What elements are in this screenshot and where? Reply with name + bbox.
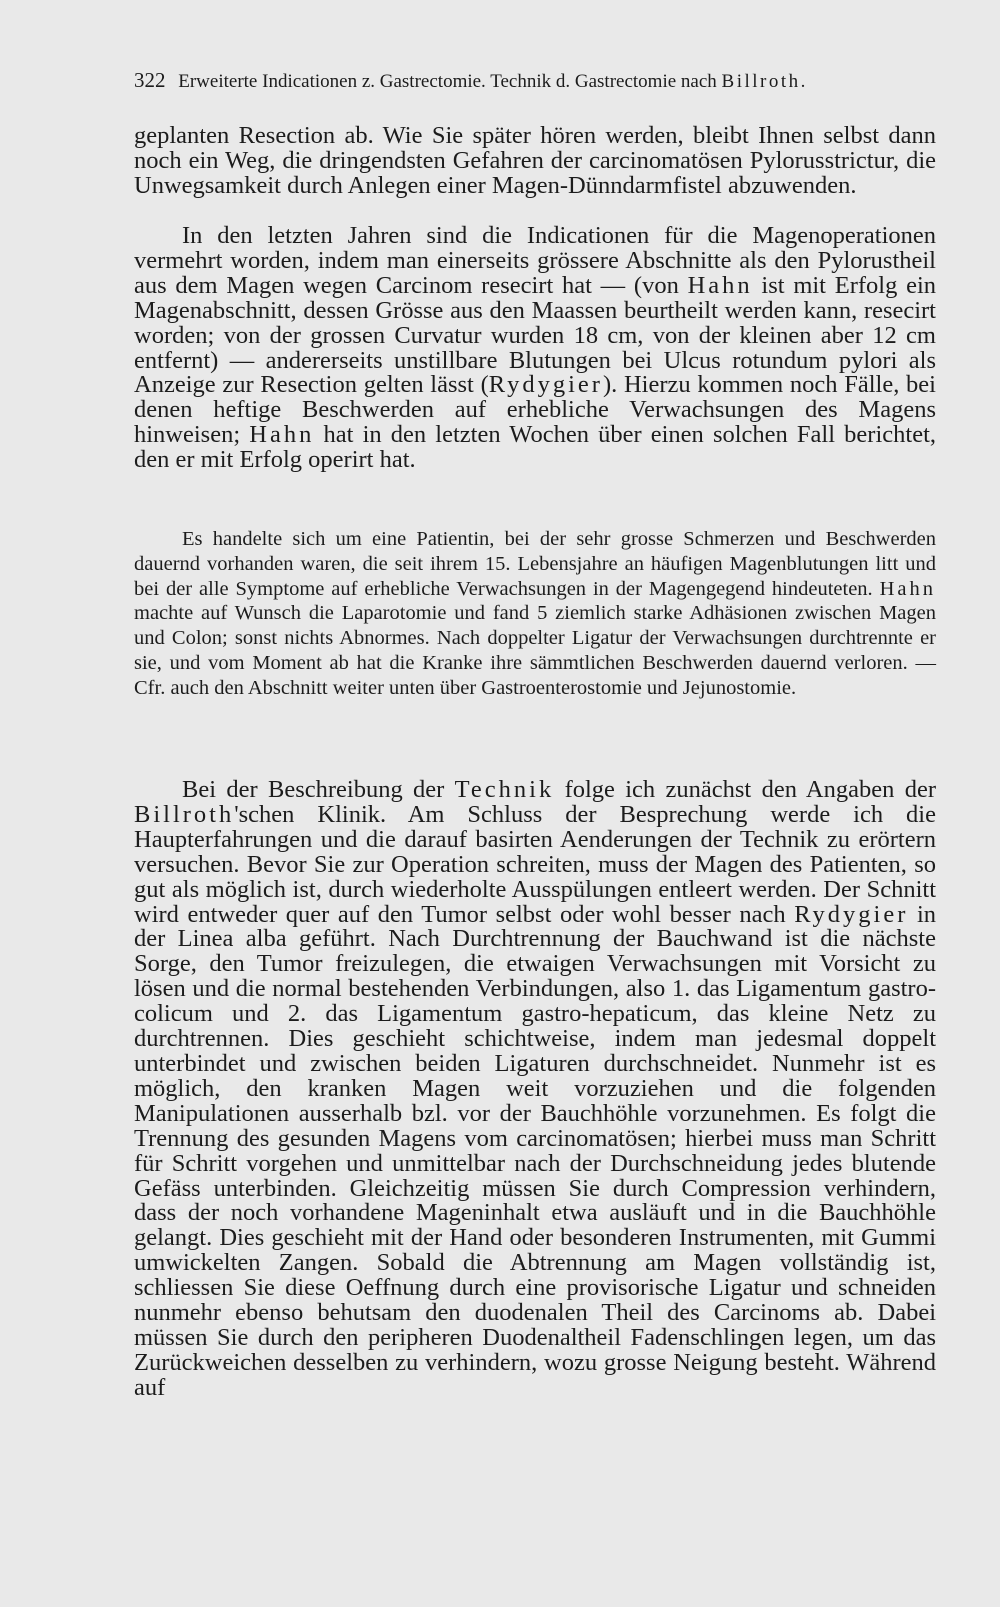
- p3-text-2: machte auf Wunsch die Laparotomie und fand 5 ziemlich starke Adhäsionen zwischen Magen und Colon; sonst nichts Abnormes. Nach doppelter Ligatur der Verwachsungen durchtrennte er sie, und vom Moment ab hat die Kranke ihre sämmtlichen Beschwerden dauernd verloren. — Cfr. auch den Abschnitt weiter unten über Gastroenterostomie und Jejunostomie.: [134, 602, 936, 699]
- p2-text-4: hat in den letzten Wochen über einen solchen Fall berichtet, den er mit Erfolg operirt hat.: [134, 421, 936, 474]
- p2-name-rydygier: Rydygier: [488, 371, 603, 399]
- p2-text-2: ist mit Erfolg ein Magenabschnitt, dessen Grösse aus den Maassen beurtheilt werden kann, resecirt worden; von der grossen Curvatur wurden 18 cm, von der kleinen aber 12 cm entfernt) — andererseits unstillbare Blutungen bei Ulcus rotundum pylori als Anzeige zur Resection gelten lässt (: [134, 271, 937, 399]
- paragraph-3-case-note: [134, 527, 936, 701]
- paragraph-4: [134, 778, 936, 1401]
- p4-text-3: 'schen Klinik. Am Schluss der Besprechung werde ich die Haupterfahrungen und die darauf basirten Aenderungen der Technik zu erörtern versuchen. Bevor Sie zur Operation schreiten, muss der Magen des Patienten, so gut als möglich ist, durch wiederholte Ausspülungen entleert werden. Der Schnitt wird entweder quer auf den Tumor selbst oder wohl besser nach: [134, 800, 936, 928]
- paragraph-2: [134, 224, 936, 473]
- page-number: 322: [134, 68, 166, 92]
- paragraph-1: geplanten Resection ab. Wie Sie später hören werden, bleibt Ihnen selbst dann noch ein Weg, die dringendsten Gefahren der carcinomatösen Pylorusstrictur, die Unwegsamkeit durch Anlegen einer Magen-Dünndarmfistel abzuwenden.: [134, 122, 936, 199]
- p4-text-2: folge ich zunächst den Angaben der: [554, 776, 937, 803]
- p4-text-4: in der Linea alba geführt. Nach Durchtrennung der Bauchwand ist die nächste Sorge, den Tumor freizulegen, die etwaigen Verwachsungen mit Vorsicht zu lösen und die normal bestehenden Verbindungen, also 1. das Ligamentum gastro-colicum und 2. das Ligamentum gastro-hepaticum, das kleine Netz zu durchtrennen. Dies geschieht schichtweise, indem man jedesmal doppelt unterbindet und zwischen beiden Ligaturen durchschneidet. Nunmehr ist es möglich, den kranken Magen weit vorzuziehen und die folgenden Manipulationen ausserhalb bzl. vor der Bauchhöhle vorzunehmen. Es folgt die Trennung des gesunden Magens vom carcinomatösen; hierbei muss man Schritt für Schritt vorgehen und unmittelbar nach der Durchschneidung jedes blutende Gefäss unterbinden. Gleichzeitig müssen Sie durch Compression verhindern, dass der noch vorhandene Mageninhalt etwa ausläuft und in die Bauchhöhle gelangt. Dies geschieht mit der Hand oder besonderen Instrumenten, mit Gummi umwickelten Zangen. Sobald die Abtrennung am Magen vollständig ist, schliessen Sie diese Oeffnung durch eine provisorische Ligatur und schneiden nunmehr ebenso behutsam den duodenalen Theil des Carcinoms ab. Dabei müssen Sie durch den peripheren Duodenaltheil Fadenschlingen legen, um das Zurückweichen desselben zu verhindern, wozu grosse Neigung besteht. Während auf: [134, 900, 937, 1401]
- p2-name-hahn-2: Hahn: [249, 421, 315, 449]
- header-title: Erweiterte Indicationen z. Gastrectomie. Technik d. Gastrectomie nach: [178, 71, 717, 92]
- running-header: [134, 68, 944, 94]
- p3-text-1: Es handelte sich um eine Patientin, bei der sehr grosse Schmerzen und Beschwerden dauernd vorhanden waren, die seit ihrem 15. Lebensjahre an häufigen Magenblutungen litt und bei der alle Symptome auf erhebliche Verwachsungen in der Magengegend hindeuteten.: [134, 528, 936, 600]
- p2-text-1: In den letzten Jahren sind die Indicationen für die Magenoperationen vermehrt worden, indem man einerseits grössere Abschnitte als den Pylorustheil aus dem Magen wegen Carcinom resecirt hat — (von: [134, 222, 936, 299]
- p2-text-3: ). Hierzu kommen noch Fälle, bei denen heftige Beschwerden auf erhebliche Verwachsungen des Magens hinweisen;: [134, 371, 936, 449]
- header-author: Billroth.: [721, 71, 808, 92]
- p2-name-hahn-1: Hahn: [687, 271, 753, 299]
- p3-name-hahn: Hahn: [879, 577, 936, 600]
- p4-text-1: Bei der Beschreibung der: [182, 776, 455, 803]
- p4-term-technik: Technik: [454, 776, 555, 803]
- p4-name-billroth: Billroth: [134, 800, 235, 828]
- p4-name-rydygier: Rydygier: [794, 900, 909, 928]
